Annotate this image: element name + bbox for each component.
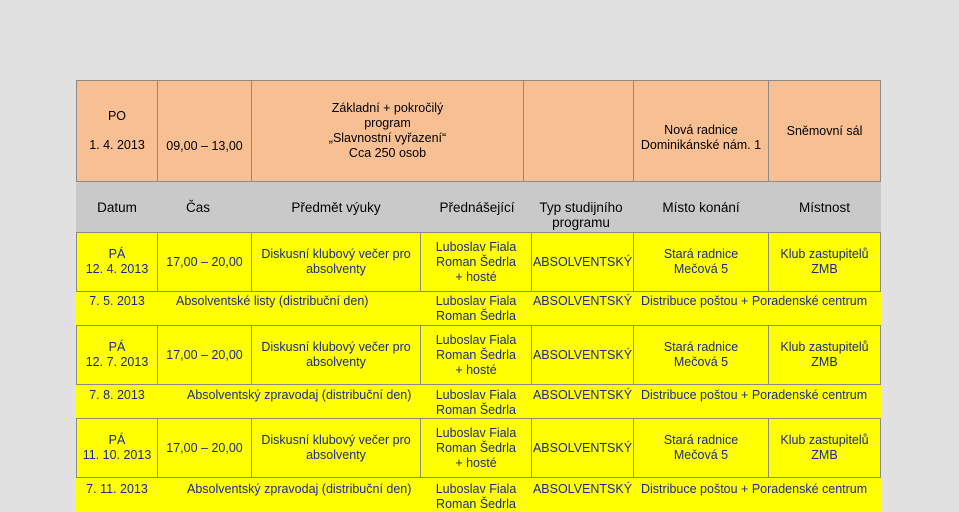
col-subject: Předmět výuky xyxy=(291,200,381,215)
event-place-cell xyxy=(633,232,769,292)
distribution-place: Distribuce poštou + Poradenské centrum xyxy=(641,294,868,308)
distribution-lecturer-line: Luboslav Fiala xyxy=(435,388,517,402)
distribution-date: 7. 11. 2013 xyxy=(86,482,148,496)
event-lecturer-line: Roman Šedrla xyxy=(436,347,516,362)
distribution-lecturer-line: Roman Šedrla xyxy=(436,309,516,323)
col-lecturer: Přednášející xyxy=(439,200,515,215)
header-room: Sněmovní sál xyxy=(786,123,863,138)
header-program-cell xyxy=(251,80,524,182)
col-time: Čas xyxy=(185,200,210,215)
event-subject-line: Diskusní klubový večer pro xyxy=(261,433,411,447)
event-date: 12. 4. 2013 xyxy=(85,262,149,276)
event-type: ABSOLVENTSKÝ xyxy=(531,325,634,385)
distribution-type: ABSOLVENTSKÝ xyxy=(532,294,633,308)
event-subject-line: absolventy xyxy=(306,448,366,462)
col-place: Místo konání xyxy=(662,200,740,215)
event-row xyxy=(76,232,881,292)
event-room-line: Klub zastupitelů xyxy=(780,433,869,447)
header-day: PO xyxy=(107,109,127,123)
event-date-cell xyxy=(76,325,158,385)
event-date: 11. 10. 2013 xyxy=(82,448,152,462)
distribution-subject: Absolventské listy (distribuční den) xyxy=(176,294,369,308)
header-date-cell xyxy=(76,80,158,182)
event-lecturer-line: Luboslav Fiala xyxy=(435,239,517,254)
event-place-line: Mečová 5 xyxy=(673,355,729,369)
col-date: Datum xyxy=(97,200,137,215)
distribution-subject: Absolventský zpravodaj (distribuční den) xyxy=(187,388,412,402)
col-room: Místnost xyxy=(798,200,850,215)
event-day: PÁ xyxy=(108,433,126,447)
event-subject-line: absolventy xyxy=(306,262,366,276)
event-place-line: Mečová 5 xyxy=(673,262,729,276)
event-subject-cell xyxy=(251,232,421,292)
event-room-cell xyxy=(768,232,881,292)
event-subject-line: Diskusní klubový večer pro xyxy=(261,247,411,261)
header-time: 09,00 – 13,00 xyxy=(166,139,243,153)
event-lecturer-cell xyxy=(420,418,532,478)
distribution-row xyxy=(76,480,881,512)
header-place-line: Dominikánské nám. 1 xyxy=(640,138,762,152)
header-place-line: Nová radnice xyxy=(664,123,738,137)
event-place-line: Stará radnice xyxy=(663,340,739,354)
event-row xyxy=(76,418,881,478)
event-date-cell xyxy=(76,232,158,292)
event-day: PÁ xyxy=(108,247,126,261)
distribution-date: 7. 5. 2013 xyxy=(89,294,145,308)
distribution-type: ABSOLVENTSKÝ xyxy=(532,482,633,496)
event-type: ABSOLVENTSKÝ xyxy=(531,232,634,292)
event-subject-cell xyxy=(251,418,421,478)
header-program-line: program xyxy=(364,116,411,130)
distribution-lecturer-line: Luboslav Fiala xyxy=(435,294,517,308)
event-subject-cell xyxy=(251,325,421,385)
event-room-line: ZMB xyxy=(811,355,838,369)
event-lecturer-line: + hosté xyxy=(455,362,497,377)
distribution-row xyxy=(76,292,881,325)
header-place-cell xyxy=(633,80,769,182)
distribution-lecturer-line: Luboslav Fiala xyxy=(435,482,517,496)
distribution-type: ABSOLVENTSKÝ xyxy=(532,388,633,402)
event-lecturer-cell xyxy=(420,325,532,385)
event-subject-line: Diskusní klubový večer pro xyxy=(261,340,411,354)
event-time: 17,00 – 20,00 xyxy=(157,232,252,292)
distribution-date: 7. 8. 2013 xyxy=(89,388,145,402)
event-time: 17,00 – 20,00 xyxy=(157,325,252,385)
event-place-cell xyxy=(633,325,769,385)
distribution-lecturer-line: Roman Šedrla xyxy=(436,403,516,417)
event-place-cell xyxy=(633,418,769,478)
col-type-line: Typ studijního xyxy=(539,200,623,215)
event-lecturer-line: + hosté xyxy=(455,455,497,470)
distribution-lecturer-cell xyxy=(420,386,532,419)
header-time-cell xyxy=(157,80,252,182)
event-date-cell xyxy=(76,418,158,478)
col-type xyxy=(531,182,631,232)
header-room-cell xyxy=(768,80,881,182)
event-room-line: ZMB xyxy=(811,448,838,462)
header-program-line: Cca 250 osob xyxy=(348,146,427,160)
event-lecturer-line: Roman Šedrla xyxy=(436,254,516,269)
distribution-lecturer-cell xyxy=(420,292,532,325)
header-program-line: Základní + pokročilý xyxy=(331,101,444,115)
header-row xyxy=(76,80,881,182)
event-time: 17,00 – 20,00 xyxy=(157,418,252,478)
event-lecturer-line: + hosté xyxy=(455,269,497,284)
col-type-line: programu xyxy=(552,215,610,230)
event-lecturer-line: Luboslav Fiala xyxy=(435,332,517,347)
distribution-place: Distribuce poštou + Poradenské centrum xyxy=(641,482,868,496)
header-empty-cell xyxy=(523,80,634,182)
column-header-row xyxy=(76,182,881,232)
header-date: 1. 4. 2013 xyxy=(89,138,145,152)
event-row xyxy=(76,325,881,385)
event-place-line: Stará radnice xyxy=(663,433,739,447)
event-lecturer-line: Luboslav Fiala xyxy=(435,425,517,440)
event-room-cell xyxy=(768,325,881,385)
distribution-place: Distribuce poštou + Poradenské centrum xyxy=(641,388,868,402)
distribution-lecturer-cell xyxy=(420,480,532,512)
event-day: PÁ xyxy=(108,340,126,354)
event-room-line: Klub zastupitelů xyxy=(780,247,869,261)
header-program-line: „Slavnostní vyřazení“ xyxy=(328,131,447,145)
event-place-line: Mečová 5 xyxy=(673,448,729,462)
event-room-line: ZMB xyxy=(811,262,838,276)
event-subject-line: absolventy xyxy=(306,355,366,369)
event-place-line: Stará radnice xyxy=(663,247,739,261)
distribution-row xyxy=(76,386,881,419)
event-date: 12. 7. 2013 xyxy=(85,355,149,369)
distribution-subject: Absolventský zpravodaj (distribuční den) xyxy=(187,482,412,496)
event-type: ABSOLVENTSKÝ xyxy=(531,418,634,478)
event-lecturer-cell xyxy=(420,232,532,292)
event-lecturer-line: Roman Šedrla xyxy=(436,440,516,455)
distribution-lecturer-line: Roman Šedrla xyxy=(436,497,516,511)
event-room-line: Klub zastupitelů xyxy=(780,340,869,354)
event-room-cell xyxy=(768,418,881,478)
